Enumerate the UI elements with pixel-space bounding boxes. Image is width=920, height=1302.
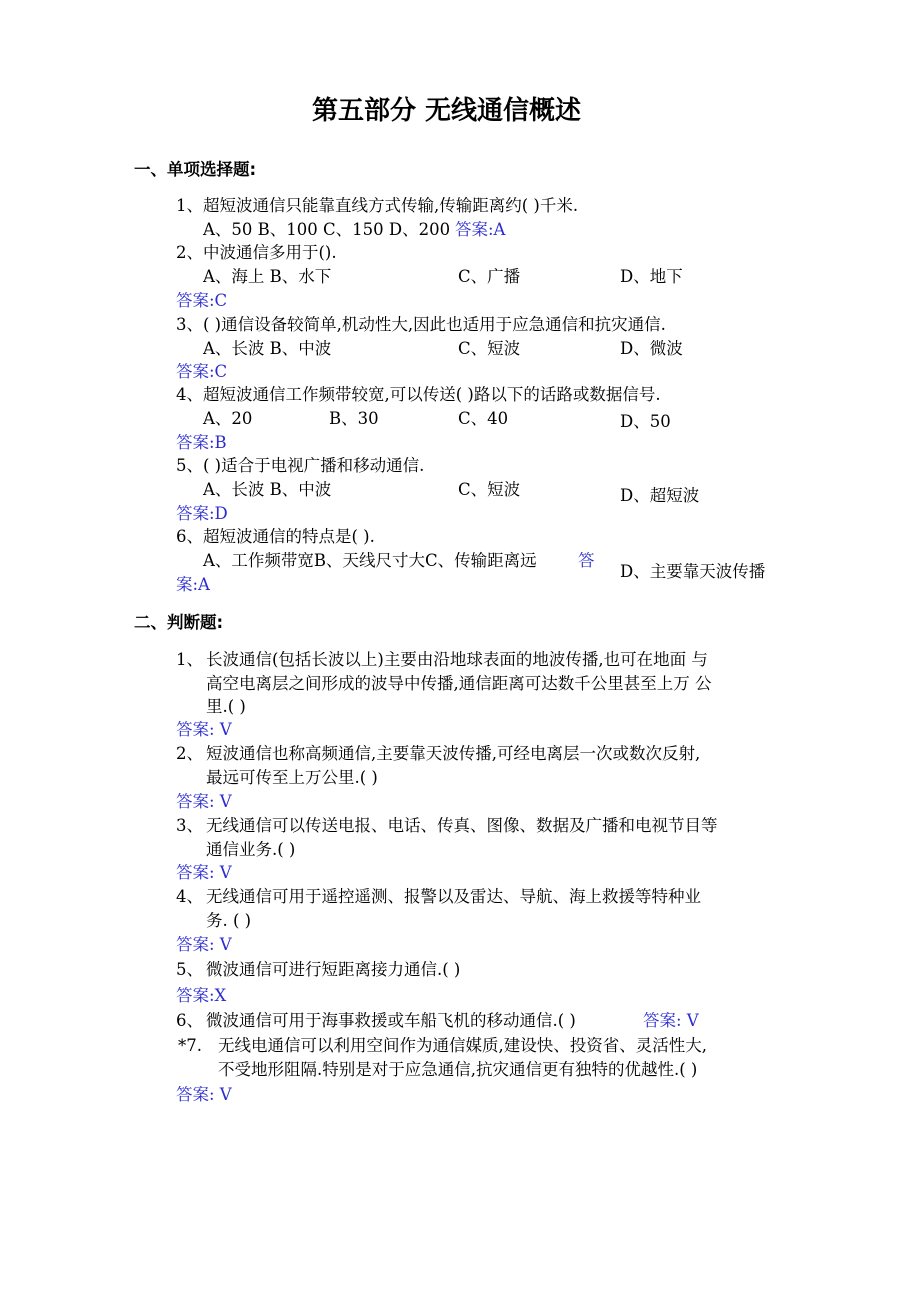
answer-label: 答案:C <box>176 291 228 310</box>
answer-label: 答案:X <box>176 986 227 1005</box>
answer-label: 答案: V <box>176 863 232 882</box>
option-d: D、50 <box>620 412 671 431</box>
option-c: C、40 <box>458 409 509 428</box>
option-c: C、广播 <box>458 267 521 286</box>
answer-label: 答案:D <box>176 504 228 523</box>
answer-label: 答案:C <box>176 362 228 381</box>
item-number: 5、 <box>176 960 203 979</box>
item-text: 无线电通信可以利用空间作为通信媒质,建设快、投资省、灵活性大, <box>218 1036 707 1055</box>
option-ab: A、海上 B、水下 <box>203 267 332 286</box>
question-options: A、50 B、100 C、150 D、200 <box>203 220 451 239</box>
option-d: D、微波 <box>620 339 683 358</box>
option-ab: A、长波 B、中波 <box>203 339 332 358</box>
answer-label: 答案:A <box>455 220 506 239</box>
item-text: 无线通信可用于遥控遥测、报警以及雷达、导航、海上救援等特种业 <box>206 887 701 906</box>
answer-label: 答案: V <box>176 720 232 739</box>
answer-label: 答 <box>578 551 595 570</box>
item-number: 6、 <box>176 1011 203 1030</box>
item-text: 最远可传至上万公里.( ) <box>206 768 378 787</box>
answer-label: 答案: V <box>176 792 232 811</box>
section-heading-judge: 二、判断题: <box>134 613 224 632</box>
question-text: 5、( )适合于电视广播和移动通信. <box>176 456 425 475</box>
question-text: 2、中波通信多用于(). <box>176 243 337 262</box>
option-d: D、超短波 <box>620 486 700 505</box>
item-text: 里.( ) <box>206 697 246 716</box>
option-ab: A、长波 B、中波 <box>203 480 332 499</box>
option-a: A、20 <box>203 409 253 428</box>
section-heading-choice: 一、单项选择题: <box>134 160 257 179</box>
item-text: 通信业务.( ) <box>206 840 296 859</box>
item-text: 长波通信(包括长波以上)主要由沿地球表面的地波传播,也可在地面 与 <box>206 650 708 669</box>
option-c: C、短波 <box>458 339 521 358</box>
item-text: 微波通信可进行短距离接力通信.( ) <box>206 960 461 979</box>
question-text: 6、超短波通信的特点是( ). <box>176 527 375 546</box>
answer-label: 答案: V <box>176 935 232 954</box>
question-text: 3、( )通信设备较简单,机动性大,因此也适用于应急通信和抗灾通信. <box>176 315 666 334</box>
page-title: 第五部分 无线通信概述 <box>312 96 582 126</box>
item-number: 2、 <box>176 744 203 763</box>
item-text: 高空电离层之间形成的波导中传播,通信距离可达数千公里甚至上万 公 <box>206 674 712 693</box>
item-text: 务. ( ) <box>206 911 252 930</box>
question-options: A、工作频带宽B、天线尺寸大C、传输距离远 <box>203 551 537 570</box>
answer-label: 答案:B <box>176 433 227 452</box>
answer-label: 答案: V <box>176 1085 232 1104</box>
option-d: D、地下 <box>620 267 683 286</box>
question-text: 4、超短波通信工作频带较宽,可以传送( )路以下的话路或数据信号. <box>176 385 661 404</box>
item-number: *7. <box>178 1036 202 1055</box>
item-text: 不受地形阻隔.特别是对于应急通信,抗灾通信更有独特的优越性.( ) <box>218 1060 698 1079</box>
item-number: 4、 <box>176 887 203 906</box>
item-number: 1、 <box>176 650 203 669</box>
option-d: D、主要靠天波传播 <box>620 562 766 581</box>
item-number: 3、 <box>176 816 203 835</box>
answer-label: 答案: V <box>643 1011 699 1030</box>
question-text: 1、超短波通信只能靠直线方式传输,传输距离约( )千米. <box>176 196 579 215</box>
item-text: 无线通信可以传送电报、电话、传真、图像、数据及广播和电视节目等 <box>206 816 718 835</box>
item-text: 微波通信可用于海事救援或车船飞机的移动通信.( ) <box>206 1011 576 1030</box>
option-c: C、短波 <box>458 480 521 499</box>
item-text: 短波通信也称高频通信,主要靠天波传播,可经电离层一次或数次反射, <box>206 744 701 763</box>
option-b: B、30 <box>329 409 379 428</box>
answer-label: 案:A <box>176 575 210 594</box>
